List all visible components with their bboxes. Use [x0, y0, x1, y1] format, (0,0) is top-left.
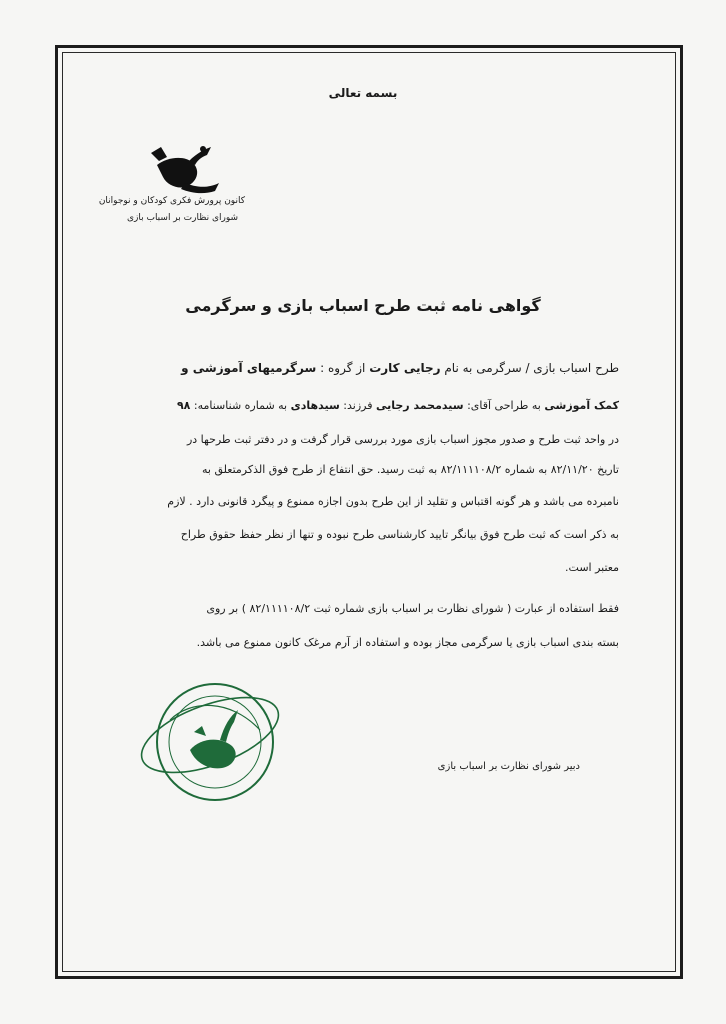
kanoon-bird-logo	[145, 143, 223, 195]
body-line-3: در واحد ثبت طرح و صدور مجوز اسباب بازی مورد بررسی قرار گرفت و در دفتر ثبت طرحها در	[186, 433, 619, 446]
body-line-6: به ذکر است که ثبت طرح فوق بیانگر تایید کارشناسی طرح نبوده و تنها از نظر حفظ حقوق طراح	[180, 528, 619, 541]
id-number: ۹۸	[176, 399, 191, 412]
group-name-cont: کمک آموزشی	[544, 399, 619, 412]
signature-title: دبیر شورای نظارت بر اسباب بازی	[437, 761, 580, 772]
usage-paragraph-line-2: بسته بندی اسباب بازی یا سرگرمی مجاز بوده و استفاده از آرم مرغک کانون ممنوع می باشد.	[196, 636, 619, 649]
basmala: بسمه تعالی	[328, 86, 398, 100]
design-name: رجایی کارت	[369, 361, 441, 375]
father-name: سیدهادی	[290, 399, 340, 412]
certificate-title: گواهی نامه ثبت طرح اسباب بازی و سرگرمی	[185, 296, 541, 315]
body-line-2	[177, 399, 619, 412]
usage-paragraph-line-1: فقط استفاده از عبارت ( شورای نظارت بر اسباب بازی شماره ثبت ۸۲/۱۱۱۱۰۸/۲ ) بر روی	[206, 602, 619, 615]
id-label: به شماره شناسنامه:	[193, 399, 288, 412]
body-line-5: نامبرده می باشد و هر گونه اقتباس و تقلید از این طرح بدون اجازه ممنوع و پیگرد قانونی دارد . لازم	[167, 495, 619, 508]
child-of-label: فرزند:	[343, 399, 373, 412]
organization-name: کانون پرورش فکری کودکان و نوجوانان	[98, 196, 245, 206]
design-label: طرح اسباب بازی / سرگرمی به نام	[444, 361, 619, 375]
body-line-1	[181, 361, 619, 375]
group-name: سرگرمیهای آموزشی و	[181, 361, 317, 375]
group-label: از گروه :	[320, 361, 366, 375]
official-stamp	[130, 660, 280, 810]
council-name: شورای نظارت بر اسباب بازی	[126, 213, 239, 223]
body-line-7: معتبر است.	[565, 561, 619, 574]
designer-label: به طراحی آقای:	[467, 399, 541, 412]
body-line-4: تاریخ ۸۲/۱۱/۲۰ به شماره ۸۲/۱۱۱۱۰۸/۲ به ثبت رسید. حق انتفاع از طرح فوق الذکرمتعلق به	[202, 463, 619, 476]
designer-name: سیدمحمد رجایی	[375, 399, 464, 412]
